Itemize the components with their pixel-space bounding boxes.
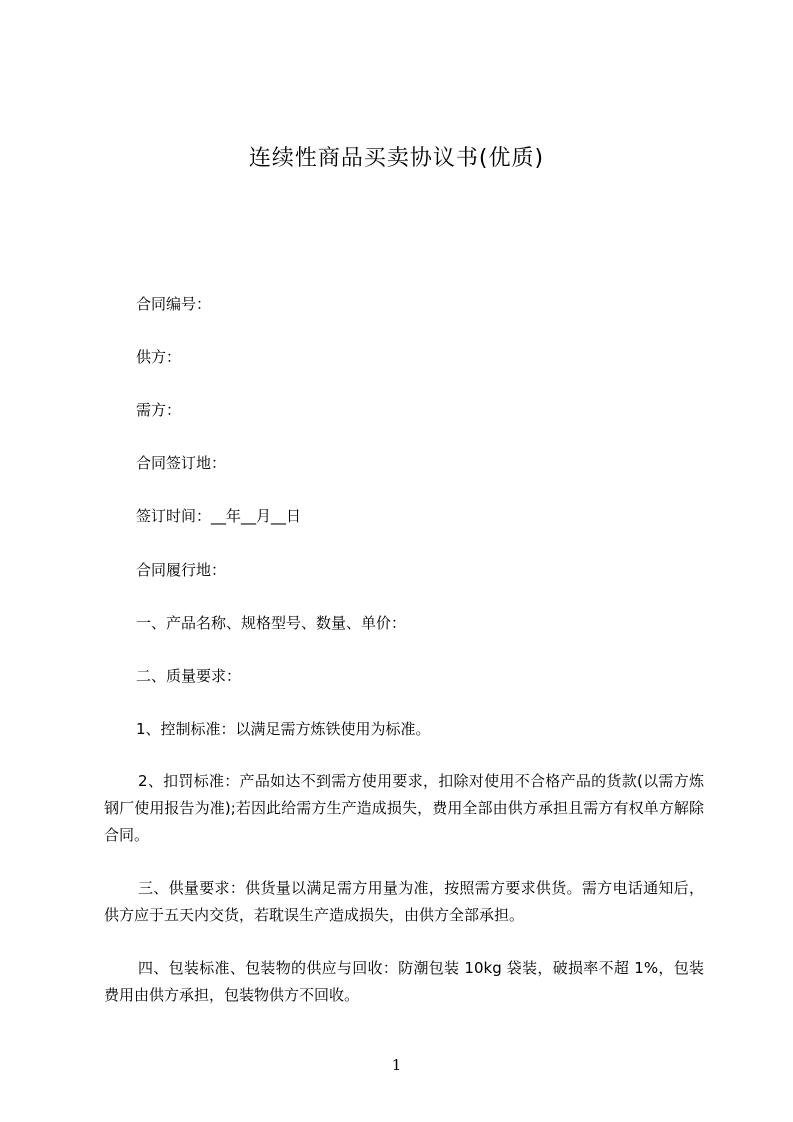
section-2-item-2: 2、扣罚标准：产品如达不到需方使用要求，扣除对使用不合格产品的货款(以需方炼钢厂使用报告为准);若因此给需方生产造成损失，费用全部由供方承担且需方有权单方解除合同。 — [104, 772, 704, 844]
section-2-heading: 二、质量要求： — [136, 667, 242, 685]
perform-place-field: 合同履行地： — [136, 561, 227, 579]
buyer-field: 需方： — [136, 401, 182, 419]
section-1-heading: 一、产品名称、规格型号、数量、单价： — [136, 614, 407, 632]
supplier-field: 供方： — [136, 348, 182, 366]
section-3-paragraph: 三、供量要求：供货量以满足需方用量为准，按照需方要求供货。需方电话通知后，供方应于五天内交货，若耽误生产造成损失，由供方全部承担。 — [104, 879, 704, 924]
section-2-item-1: 1、控制标准：以满足需方炼铁使用为标准。 — [136, 720, 431, 738]
sign-time-field: 签订时间：__年__月__日 — [136, 507, 302, 525]
contract-number-field: 合同编号： — [136, 295, 212, 313]
section-4-paragraph: 四、包装标准、包装物的供应与回收：防潮包装 10kg 袋装，破损率不超 1%，包装费用由供方承担，包装物供方不回收。 — [104, 959, 704, 1004]
page-number: 1 — [391, 1056, 402, 1074]
sign-place-field: 合同签订地： — [136, 454, 227, 472]
document-title: 连续性商品买卖协议书(优质) — [248, 146, 545, 171]
